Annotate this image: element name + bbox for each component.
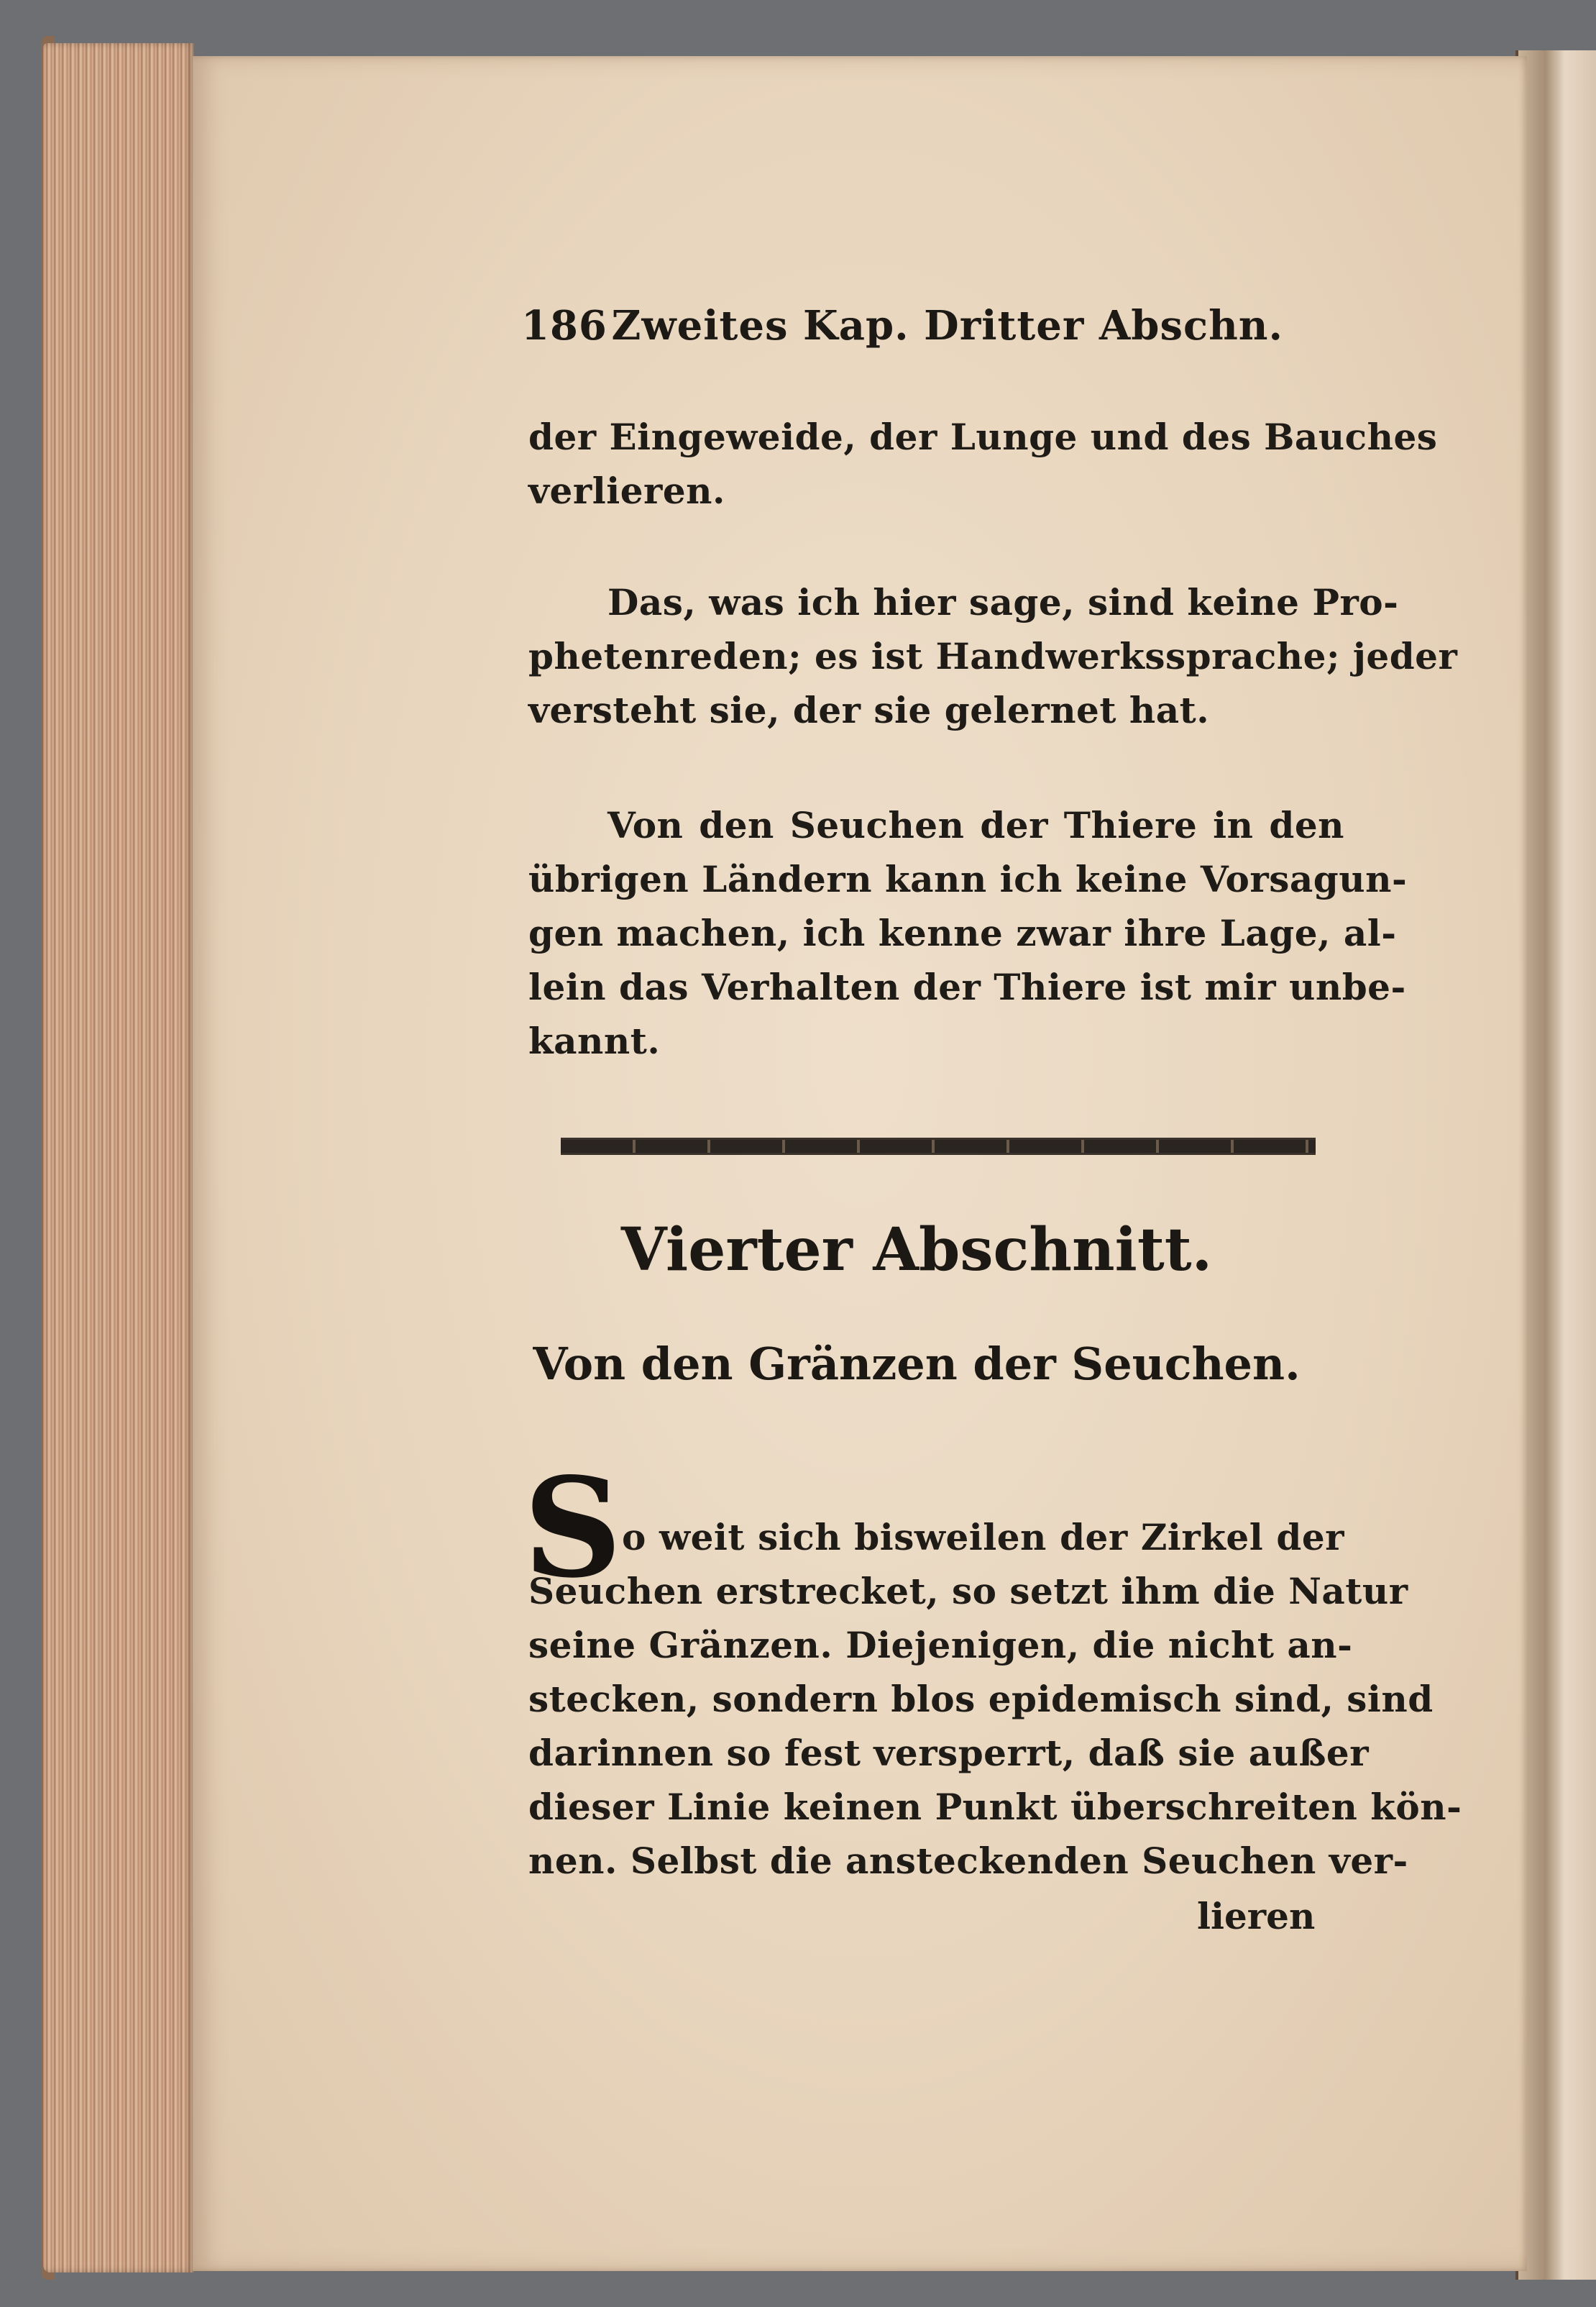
catchword: lieren (1197, 1895, 1316, 1937)
running-head (521, 302, 1283, 350)
page-stack-edges (43, 43, 194, 2272)
text-line: Von den Seuchen der Thiere in den (607, 804, 1344, 846)
paragraph-3 (528, 798, 1408, 1068)
paragraph-1 (528, 410, 1438, 518)
text-line: verlieren. (528, 470, 725, 512)
text-line: darinnen so fest versperrt, daß sie außer (528, 1732, 1370, 1774)
text-line: Seuchen erstrecket, so setzt ihm die Natur (528, 1570, 1408, 1612)
drop-cap: S (523, 1448, 623, 1608)
section-subtitle: Von den Gränzen der Seuchen. (533, 1338, 1301, 1390)
text-line: seine Gränzen. Diejenigen, die nicht an- (528, 1624, 1353, 1666)
text-line: Das, was ich hier sage, sind keine Pro- (607, 581, 1399, 623)
text-line: gen machen, ich kenne zwar ihre Lage, al- (528, 912, 1397, 954)
page-number: 186 (521, 302, 607, 350)
text-line: versteht sie, der sie gelernet hat. (528, 689, 1210, 731)
text-line: o weit sich bisweilen der Zirkel der (622, 1516, 1344, 1558)
section-title: Vierter Abschnitt. (620, 1215, 1213, 1284)
running-head-title: Zweites Kap. Dritter Abschn. (611, 302, 1283, 350)
section-divider-rule (561, 1138, 1316, 1155)
text-line: lein das Verhalten der Thiere ist mir unbe- (528, 966, 1406, 1008)
text-line: phetenreden; es ist Handwerkssprache; jeder (528, 635, 1458, 677)
text-line: übrigen Ländern kann ich keine Vorsagun- (528, 858, 1408, 900)
text-line: stecken, sondern blos epidemisch sind, sind (528, 1678, 1434, 1720)
text-line: dieser Linie keinen Punkt überschreiten kön- (528, 1786, 1462, 1828)
text-line: der Eingeweide, der Lunge und des Bauches (528, 416, 1438, 458)
text-line: nen. Selbst die ansteckenden Seuchen ver- (528, 1840, 1408, 1882)
book-page (193, 56, 1527, 2271)
paragraph-2 (528, 575, 1458, 737)
text-line: kannt. (528, 1020, 661, 1062)
facing-page-edge (1518, 50, 1596, 2280)
paragraph-4 (528, 1510, 1462, 1888)
